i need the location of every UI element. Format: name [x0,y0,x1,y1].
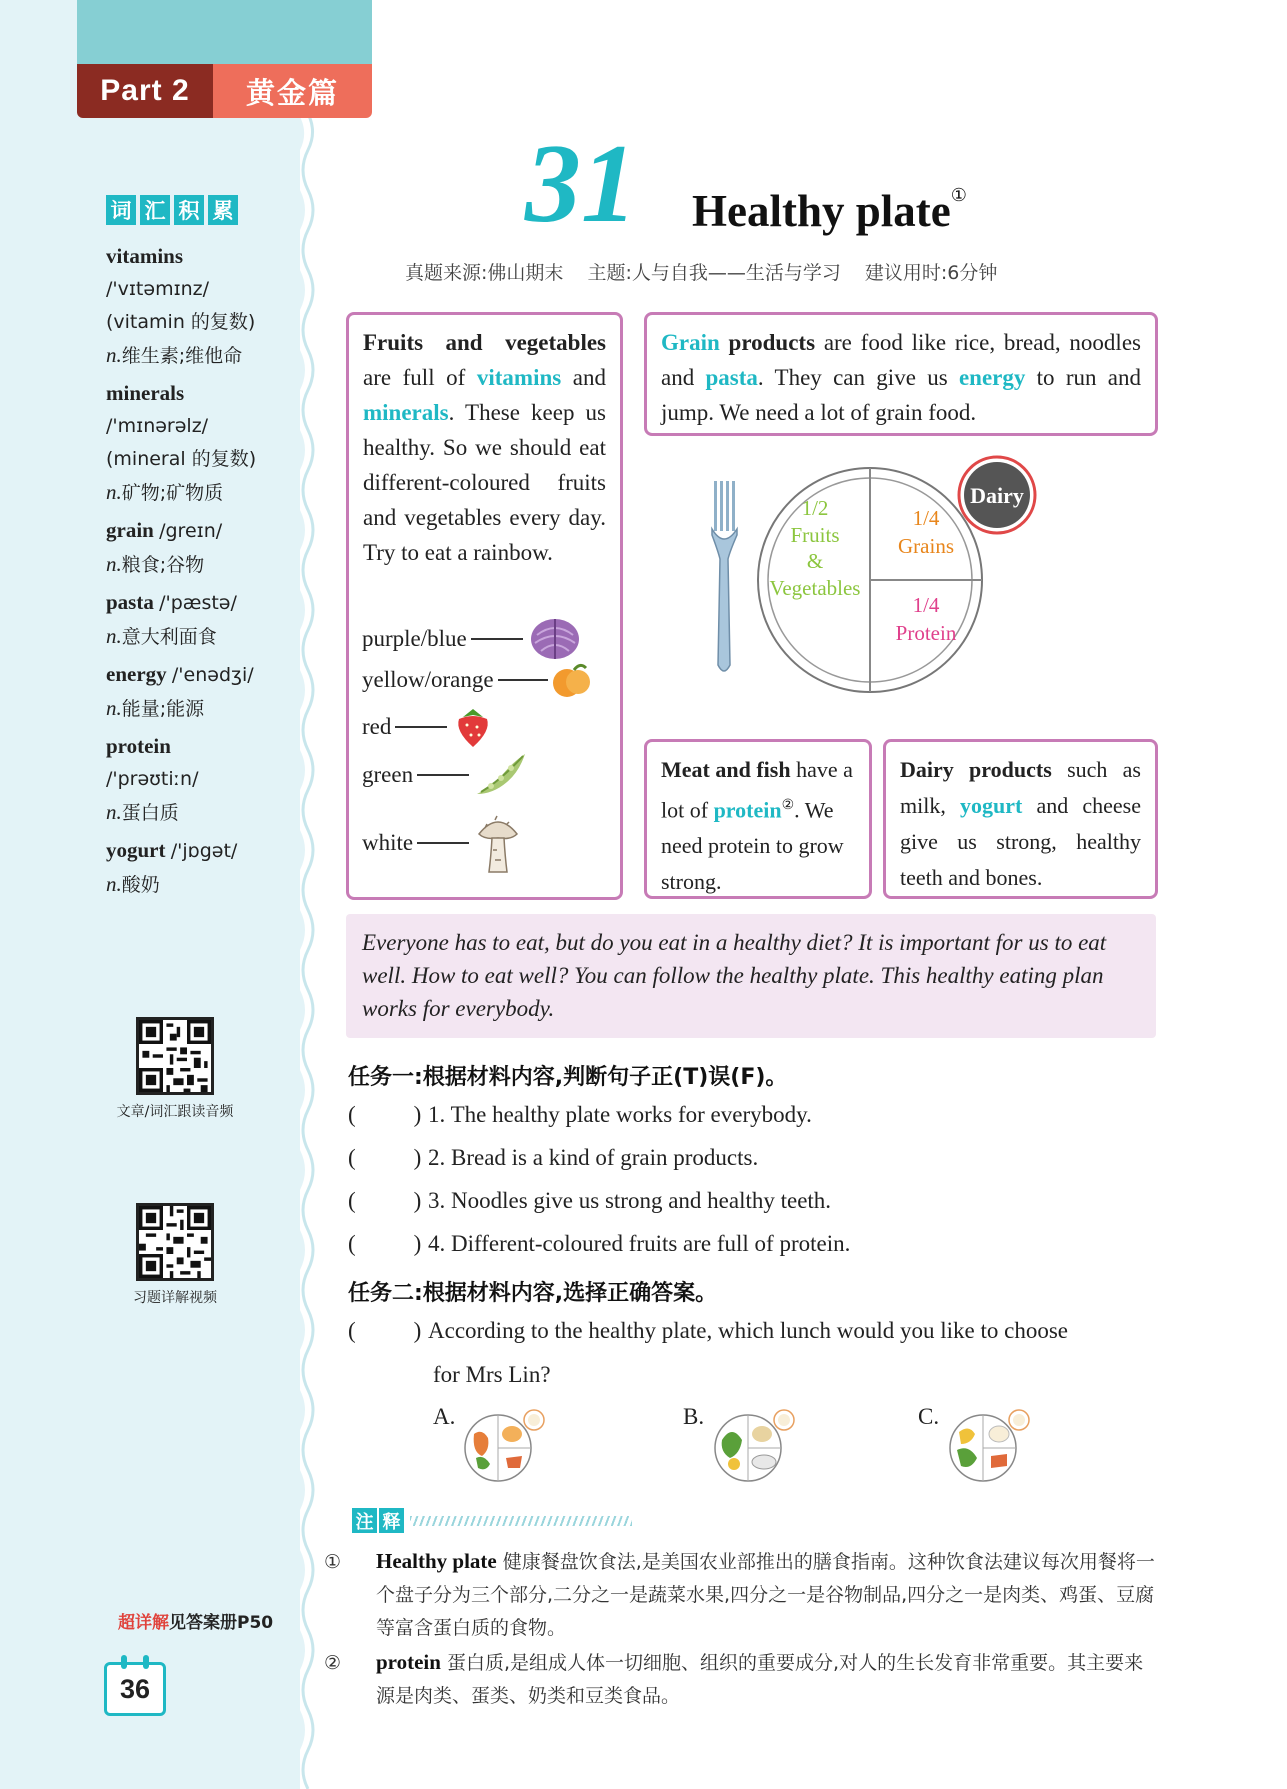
plate-protein-fraction: 1/4 [912,593,940,617]
healthy-plate-diagram [690,455,1110,705]
answer-blank[interactable] [348,1231,428,1257]
notes-decoration [410,1516,632,1526]
answer-blank[interactable] [348,1318,428,1344]
vocab-meaning: 蛋白质 [121,802,179,824]
mushroom-icon [473,810,523,876]
vocab-meaning: 粮食;谷物 [121,554,205,576]
task1-question-2 [348,1145,758,1171]
vocab-ipa: /'vɪtəmɪnz/ [106,278,210,300]
vocab-list [106,240,296,906]
qr-code-icon [139,1020,211,1092]
part-tab-accent [77,0,372,64]
part-number: Part 2 [77,64,213,118]
text-span: and cheese give us strong, healthy teeth and bones. [900,793,1141,890]
keyword-pasta: pasta [705,365,758,390]
choice-c-label[interactable]: C. [918,1404,940,1429]
vocab-note: (mineral 的复数) [106,448,257,470]
plate-grains-fraction: 1/4 [912,506,940,530]
color-row-purple [362,615,583,663]
vocab-meaning: 维生素;维他命 [121,345,243,367]
vocab-meaning: 酸奶 [121,874,160,896]
vocab-entry-grain [106,514,296,582]
vocab-ipa: /'pæstə/ [159,592,237,614]
fork-icon [712,481,737,671]
note-item-1 [324,1545,1160,1645]
paren-close: ) [413,1102,422,1127]
green-bean-icon [473,750,529,800]
color-label: green [362,762,414,787]
vocab-pos: n. [106,800,122,824]
question-text: for Mrs Lin? [433,1362,551,1387]
paren-open: ( [348,1318,356,1343]
plate-fruits-fraction: 1/2 [801,496,829,520]
dairy-heading: Dairy products [900,757,1052,782]
vocab-word: yogurt [106,838,166,862]
question-text: 2. Bread is a kind of grain products. [428,1145,759,1170]
vocab-word: minerals [106,381,185,405]
task1-question-1 [348,1102,812,1128]
keyword-energy: energy [958,365,1026,390]
dairy-cup-icon [959,457,1035,533]
unit-title-text: Healthy plate [692,186,951,236]
paren-close: ) [413,1318,422,1343]
text-bold: products [719,330,816,355]
vocab-ipa: /'prəʊtiːn/ [106,768,199,790]
answer-ref-highlight: 超详解 [118,1613,169,1633]
vocab-pos: n. [106,552,122,576]
vocab-pos: n. [106,696,122,720]
vocab-entry-vitamins [106,240,296,373]
question-text: 1. The healthy plate works for everybody. [428,1102,812,1127]
text-span: such as milk, [900,757,1141,818]
footnote-ref: ① [950,185,967,205]
choice-b-label[interactable]: B. [683,1404,705,1429]
qr-code-icon [139,1206,211,1278]
connector-line [498,679,548,681]
fruits-heading: Fruits and vegetables [363,330,606,355]
question-text: According to the healthy plate, which lunch would you like to choose [428,1318,1069,1343]
paren-open: ( [348,1145,356,1170]
lunch-option-c-icon[interactable] [945,1404,1035,1484]
keyword-protein: protein [713,797,782,823]
paren-close: ) [413,1188,422,1213]
answer-blank[interactable] [348,1102,428,1128]
lunch-option-a-icon[interactable] [460,1404,550,1484]
plate-grains-label: Grains [898,534,954,558]
plate-and-label: & [806,549,824,573]
connector-line [417,774,469,776]
color-label: white [362,830,414,855]
color-row-orange [362,660,594,700]
vocab-ipa: /'enədʒi/ [171,664,254,686]
text-span: . We need protein to grow strong. [661,797,844,895]
question-text: 3. Noodles give us strong and healthy teeth. [428,1188,832,1213]
dairy-products-box [883,739,1158,899]
color-row-green [362,750,529,800]
page-number: 36 [119,1673,151,1704]
connector-line [417,842,469,844]
video-qr-code[interactable] [136,1203,214,1281]
text-span: have a lot of [661,757,853,823]
keyword-vitamins: vitamins [476,365,562,390]
answer-blank[interactable] [348,1188,428,1214]
paren-open: ( [348,1102,356,1127]
task1-heading: 任务一:根据材料内容,判断句子正(T)误(F)。 [348,1065,788,1090]
vocab-word: pasta [106,590,154,614]
note-text: 健康餐盘饮食法,是美国农业部推出的膳食指南。这种饮食法建议每次用餐将一个盘子分为三个部分,二分之一是蔬菜水果,四分之一是谷物制品,四分之一是肉类、鸡蛋、豆腐等富含蛋白质的食物。 [376,1551,1155,1639]
notes-title-char: 注 [352,1508,377,1533]
vocab-pos: n. [106,480,122,504]
plate-protein-label: Protein [895,621,957,645]
task2-question [348,1318,1068,1344]
notes-title-char: 释 [379,1508,404,1533]
meat-heading: Meat and fish [661,757,791,782]
vocab-entry-pasta [106,586,296,654]
paren-open: ( [348,1188,356,1213]
vocab-word: grain [106,518,154,542]
keyword-yogurt: yogurt [959,793,1023,818]
vocab-ipa: /'mɪnərəlz/ [106,415,209,437]
vocab-word: energy [106,662,167,686]
part-tab [77,64,372,118]
text-span: and [561,365,606,390]
plate-vegetables-label: Vegetables [769,576,861,600]
color-label: purple/blue [362,626,467,651]
color-row-white [362,810,523,876]
vocab-title-char: 累 [208,195,238,225]
plate-dairy-label: Dairy [970,483,1024,508]
keyword-minerals: minerals [363,400,449,425]
note-number: ② [324,1652,342,1674]
vocab-pos: n. [106,343,122,367]
question-text: 4. Different-coloured fruits are full of protein. [428,1231,851,1256]
vocab-entry-minerals [106,377,296,510]
note-number: ① [324,1551,342,1573]
vocab-meaning: 意大利面食 [121,626,217,648]
note-item-2 [324,1646,1160,1713]
vocab-meaning: 能量;能源 [121,698,205,720]
paren-close: ) [413,1231,422,1256]
vocab-title-char: 词 [106,195,136,225]
unit-title [692,185,967,237]
footnote-ref: ② [781,798,795,813]
vocab-entry-yogurt [106,834,296,902]
strawberry-icon [451,705,495,749]
grain-products-box [644,312,1158,436]
text-span: are food like rice, bread, noodles and [661,330,1141,390]
keyword-grain: Grain [661,330,720,355]
answer-ref-text: 见答案册P50 [169,1613,274,1633]
vocab-note: (vitamin 的复数) [106,311,256,333]
note-term: protein [376,1650,441,1674]
sidebar-wave-edge [296,110,326,1789]
meat-fish-box [644,739,872,899]
text-span: are full of [363,365,477,390]
answer-blank[interactable] [348,1145,428,1171]
vocab-entry-energy [106,658,296,726]
lunch-option-b-icon[interactable] [710,1404,800,1484]
note-text: 蛋白质,是组成人体一切细胞、组织的重要成分,对人的生长发育非常重要。其主要来源是肉类、蛋类、奶类和豆类食品。 [376,1652,1144,1707]
source-meta: 真题来源:佛山期末 主题:人与自我——生活与学习 建议用时:6分钟 [405,262,998,284]
vocab-pos: n. [106,872,122,896]
color-row-red [362,705,495,749]
task2-question-cont [433,1362,551,1388]
plate-fruits-label: Fruits [790,523,840,547]
task1-question-3 [348,1188,831,1214]
video-qr-caption: 习题详解视频 [133,1290,217,1306]
vocab-word: protein [106,734,171,758]
paren-close: ) [413,1145,422,1170]
vocab-entry-protein [106,730,296,830]
note-term: Healthy plate [376,1549,497,1573]
vocab-ipa: /greɪn/ [159,520,223,542]
part-name: 黄金篇 [213,64,372,118]
unit-number: 31 [525,122,637,246]
vocab-title-char: 汇 [140,195,170,225]
answer-reference [118,1608,273,1633]
orange-fruit-icon [550,660,594,700]
intro-paragraph: Everyone has to eat, but do you eat in a healthy diet? It is important for us to eat well. How to eat well? You can follow the healthy plate. This healthy eating plan works for everybody. [346,914,1156,1038]
choice-a-label[interactable]: A. [433,1404,456,1429]
task1-question-4 [348,1231,850,1257]
text-span: . They can give us [757,365,959,390]
color-label: yellow/orange [362,667,494,692]
color-label: red [362,714,392,739]
vocab-meaning: 矿物;矿物质 [121,482,224,504]
vocab-word: vitamins [106,244,184,268]
text-span: . These keep us healthy. So we should eat different-coloured fruits and vegetables every day. Try to eat a rainbow. [363,400,606,565]
vocab-pos: n. [106,624,122,648]
connector-line [471,638,523,640]
vocab-ipa: /'jɒgət/ [170,840,238,862]
connector-line [395,726,447,728]
vocab-title [106,195,238,225]
purple-vegetable-icon [527,615,583,663]
page-number-badge [104,1662,166,1716]
paren-open: ( [348,1231,356,1256]
audio-qr-caption: 文章/词汇跟读音频 [116,1104,234,1120]
notes-heading [352,1508,632,1533]
task2-heading: 任务二:根据材料内容,选择正确答案。 [348,1281,718,1306]
text-span: to run and jump. We need a lot of grain food. [661,365,1142,425]
vocab-title-char: 积 [174,195,204,225]
audio-qr-code[interactable] [136,1017,214,1095]
